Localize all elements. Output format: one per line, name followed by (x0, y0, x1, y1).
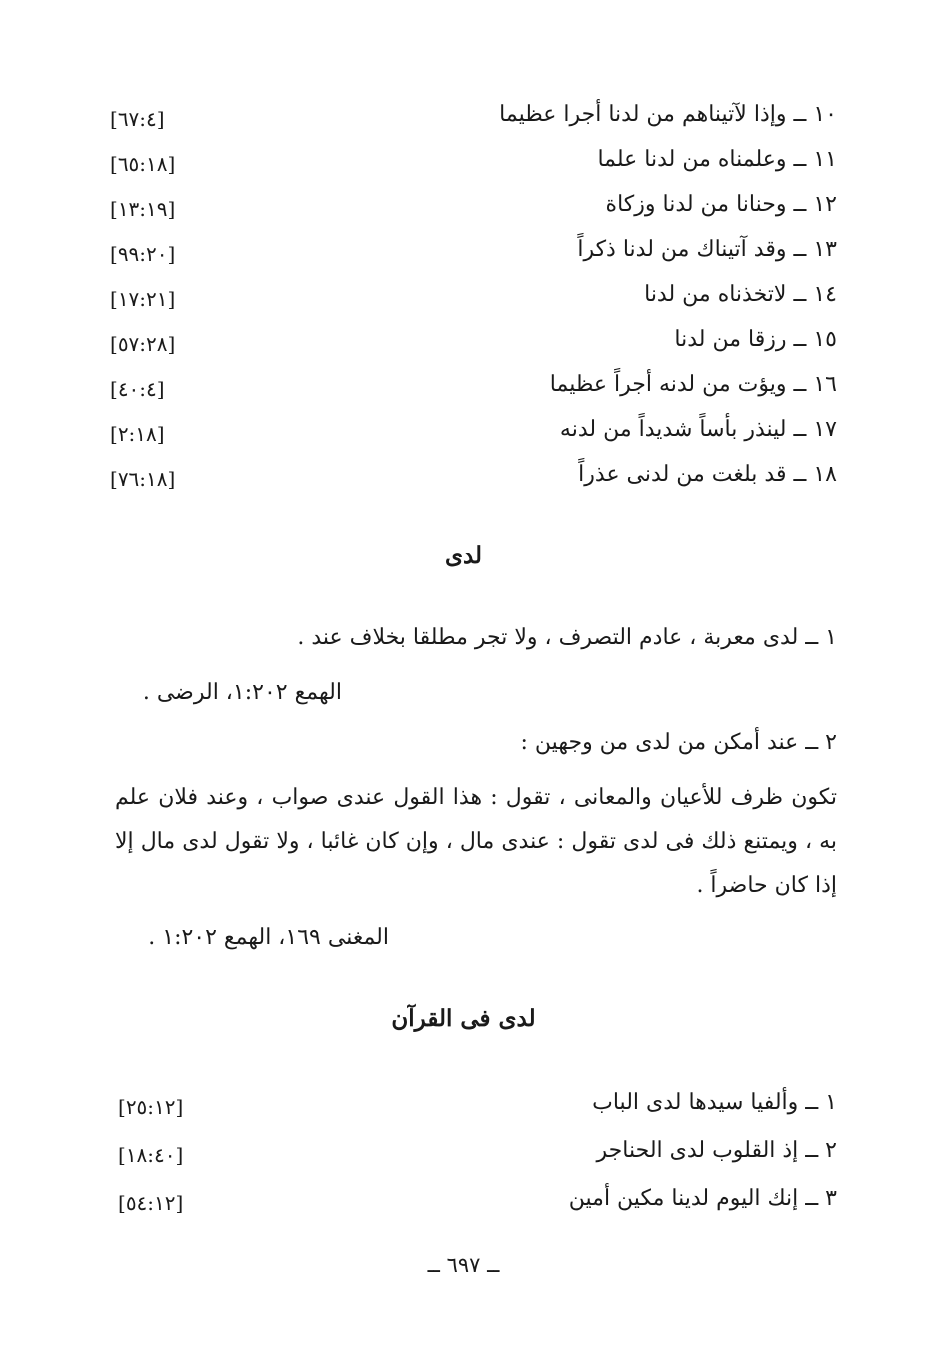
verse-text: ١٧ ــ لينذر بأساً شديداً من لدنه (559, 417, 837, 442)
verse-row (0, 275, 927, 320)
verse-row (0, 1131, 927, 1179)
verse-reference: [٦٥:١٨] (110, 152, 176, 176)
verse-reference: [٥٧:٢٨] (110, 332, 176, 356)
verse-row (0, 1083, 927, 1131)
verse-row (0, 95, 927, 140)
verse-text: ١٨ ــ قد بلغت من لدنى عذراً (578, 462, 837, 487)
verse-text: ٢ ــ إذ القلوب لدى الحناجر (596, 1138, 837, 1163)
verse-row (0, 410, 927, 455)
verse-text: ١٠ ــ وإذا لآتيناهم من لدنا أجرا عظيما (499, 102, 837, 127)
verse-row (0, 320, 927, 365)
verse-text: ١ ــ وألفيا سيدها لدى الباب (592, 1090, 837, 1115)
paragraph-explanation: تكون ظرف للأعيان والمعانى ، تقول : هذا القول عندى صواب ، وعند فلان علم به ، ويمتنع ذلك فى لدى تقول : عندى مال ، وإن كان غائبا ، ولا تقول لدى مال إلا إذا كان حاضراً . (115, 785, 837, 898)
verse-reference: [٩٩:٢٠] (110, 242, 176, 266)
verse-reference: [٥٤:١٢] (118, 1191, 184, 1215)
section-heading: لدى (444, 542, 483, 569)
verse-list-quran (0, 1083, 927, 1227)
paragraph-comparison: ٢ ــ عند أمكن من لدى من وجهين : (520, 730, 837, 755)
verse-reference: [٦٧:٤] (110, 107, 165, 131)
page-number: ــ ٦٩٧ ــ (427, 1253, 500, 1277)
verse-row (0, 455, 927, 500)
verse-reference: [٤٠:٤] (110, 377, 165, 401)
verse-text: ٣ ــ إنك اليوم لدينا مكين أمين (568, 1186, 837, 1211)
verse-row (0, 185, 927, 230)
verse-reference: [٧٦:١٨] (110, 467, 176, 491)
verse-reference: [٢:١٨] (110, 422, 165, 446)
verse-reference: [١٣:١٩] (110, 197, 176, 221)
verse-text: ١٢ ــ وحنانا من لدنا وزكاة (605, 192, 837, 217)
verse-reference: [١٨:٤٠] (118, 1143, 184, 1167)
verse-row (0, 1179, 927, 1227)
source-citation: المغنى ١٦٩، الهمع ١:٢٠٢ . (148, 925, 389, 950)
verse-reference: [٢٥:١٢] (118, 1095, 184, 1119)
verse-reference: [١٧:٢١] (110, 287, 176, 311)
verse-row (0, 230, 927, 275)
verse-text: ١٤ ــ لاتخذناه من لدنا (644, 282, 837, 307)
verse-row (0, 365, 927, 410)
verse-text: ١٣ ــ وقد آتيناك من لدنا ذكراً (577, 237, 837, 262)
section-heading: لدى فى القرآن (391, 1005, 536, 1032)
verse-text: ١٦ ــ ويؤت من لدنه أجراً عظيما (549, 372, 837, 397)
verse-list-top (0, 95, 927, 500)
verse-row (0, 140, 927, 185)
verse-text: ١٥ ــ رزقا من لدنا (674, 327, 837, 352)
verse-text: ١١ ــ وعلمناه من لدنا علما (597, 147, 837, 172)
source-citation: الهمع ١:٢٠٢، الرضى . (142, 680, 342, 705)
paragraph-definition: ١ ــ لدى معربة ، عادم التصرف ، ولا تجر مطلقا بخلاف عند . (297, 625, 837, 650)
